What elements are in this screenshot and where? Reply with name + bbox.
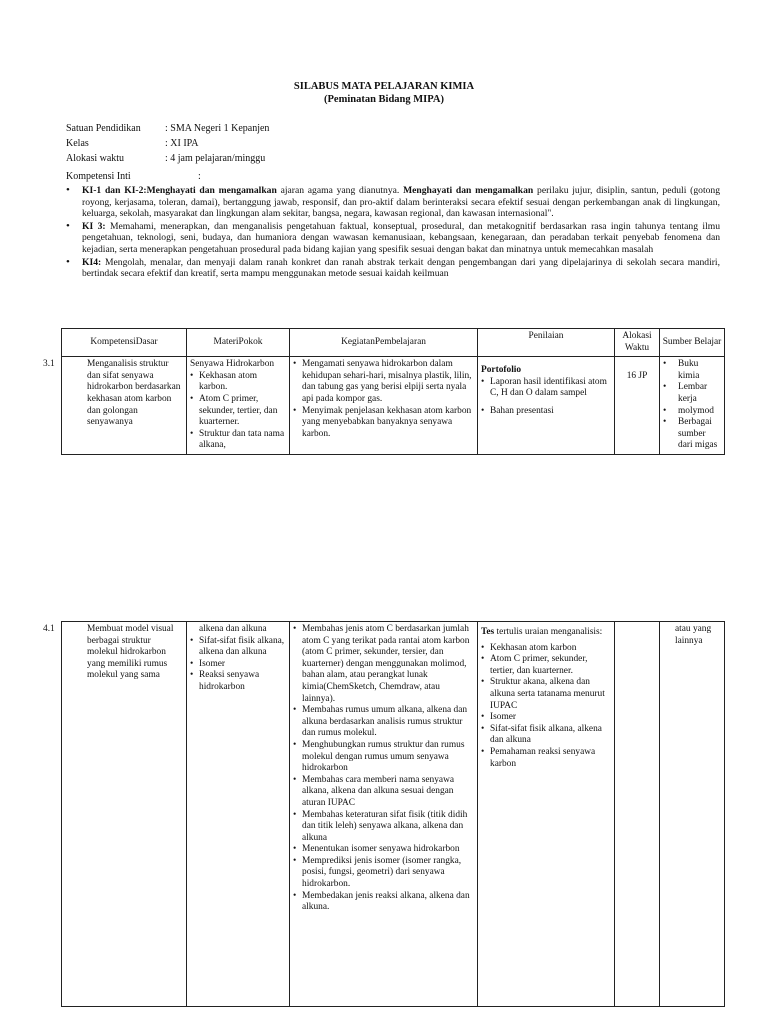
penilaian-heading: Portofolio — [481, 365, 522, 376]
cell-alokasi — [615, 357, 660, 455]
meta-value: : SMA Negeri 1 Kepanjen — [165, 123, 270, 134]
kd-number: 3.1 — [43, 359, 55, 370]
list-item: • Lembar kerja — [663, 382, 721, 405]
core-competence-list — [66, 185, 720, 281]
list-item: • Membahas keteraturan sifat fisik (titik didih dan titik leleh) senyawa alkana, alkena dan alkuna — [293, 810, 474, 845]
ki-text: ajaran agama yang dianutnya. — [276, 185, 404, 196]
header-sumber: Sumber Belajar — [660, 329, 725, 357]
cell-alokasi — [615, 622, 660, 1007]
kd-number: 4.1 — [43, 624, 55, 634]
list-item: • Membahas cara memberi nama senyawa alkana, alkena dan alkuna sesuai dengan aturan IUPAC — [293, 775, 474, 810]
meta-value: : XI IPA — [165, 138, 199, 149]
table-header-row — [62, 329, 725, 357]
header-alokasi: Alokasi Waktu — [615, 329, 660, 357]
cell-kd — [43, 622, 187, 1007]
meta-label: Satuan Pendidikan — [66, 123, 141, 134]
kd-text: Membuat model visual berbagai struktur molekul hidrokarbon yang memiliki rumus molekul yang sama — [87, 624, 174, 681]
list-item: • Berbagai sumber dari migas — [663, 417, 721, 452]
materi-list — [190, 371, 286, 452]
ki-item-4 — [66, 257, 720, 280]
list-item: • Membahas rumus umum alkana, alkena dan alkuna berdasarkan analisis rumus struktur dan rumus molekul. — [293, 705, 474, 740]
materi-list — [190, 636, 286, 694]
list-item: • Struktur akana, alkena dan alkuna serta tatanama menurut IUPAC — [481, 677, 611, 712]
sumber-list — [663, 359, 721, 452]
list-item: • Bahan presentasi — [481, 406, 611, 418]
list-item: • Struktur dan tata nama alkana, — [190, 429, 286, 452]
core-competence-heading — [66, 171, 201, 182]
list-item: • Kekhasan atom karbon — [481, 643, 611, 655]
penilaian-list — [481, 377, 611, 418]
meta-label: Alokasi waktu — [66, 153, 125, 164]
ki-text: Memahami, menerapkan, dan menganalisis pengetahuan faktual, konseptual, prosedural, dan metakognitif berdasarkan rasa ingin tahunya tentang ilmu pengetahuan, teknologi, seni, budaya, dan humaniora dengan wawasan kemanusiaan, kebangsaan, kenegaraan, dan peradaban terkait penyebab fenomena dan kejadian, serta menerapkan pengetahuan prosedural pada bidang kajian yang spesifik sesuai dengan bakat dan minatnya untuk memecahkan masalah — [82, 220, 720, 255]
cell-kegiatan — [290, 357, 478, 455]
kegiatan-list — [293, 359, 474, 440]
ki-bold: KI4: — [82, 256, 102, 268]
meta-row-school — [66, 121, 269, 136]
list-item: • molymod — [663, 406, 721, 418]
header-kompetensi-dasar: KompetensiDasar — [62, 329, 187, 357]
list-item: • Menentukan isomer senyawa hidrokarbon — [293, 844, 474, 856]
syllabus-table-part-1 — [43, 328, 725, 455]
list-item: • Reaksi senyawa hidrokarbon — [190, 670, 286, 693]
penilaian-bold: Tes — [481, 627, 495, 637]
table-row — [62, 622, 725, 1007]
document-title: SILABUS MATA PELAJARAN KIMIA — [293, 81, 475, 92]
list-item: • Kekhasan atom karbon. — [190, 371, 286, 394]
ki-bold: KI 3: — [82, 220, 106, 232]
ki-bold: KI-1 dan KI-2:Menghayati dan mengamalkan — [82, 185, 277, 196]
meta-value: : 4 jam pelajaran/minggu — [165, 153, 266, 164]
header-penilaian: Penilaian — [478, 329, 615, 357]
materi-intro: alkena dan alkuna — [199, 624, 267, 634]
ki-text: perilaku jujur, disiplin, santun, peduli (gotong royong, kerjasama, toleran, damai), bertanggung jawab, responsif, dan pro-aktif dalam berinteraksi secara efektif sesuai dengan perkembangan anak di lingkungan, keluarga, sekolah, masyarakat dan lingkungan alam sekitar, bangsa, negara, kawasan regional, dan kawasan internasional". — [82, 185, 721, 220]
cell-penilaian — [478, 357, 615, 455]
cell-penilaian — [478, 622, 615, 1007]
sumber-text: atau yang lainnya — [675, 624, 712, 646]
list-item: • Pemahaman reaksi senyawa karbon — [481, 747, 611, 770]
list-item: • Isomer — [190, 659, 286, 671]
ki-text: Mengolah, menalar, dan menyaji dalam ranah konkret dan ranah abstrak terkait dengan pengembangan dari yang dipelajarinya di sekolah secara mandiri, bertindak secara efektif dan kreatif, serta mampu menggunakan metode sesuai kaidah keilmuan — [82, 256, 720, 280]
cell-sumber — [660, 622, 725, 1007]
penilaian-heading-text: tertulis uraian menganalisis: — [494, 627, 603, 637]
penilaian-list — [481, 643, 611, 771]
ki-heading-text: Kompetensi Inti — [66, 171, 131, 182]
list-item: • Menghubungkan rumus struktur dan rumus molekul dengan rumus umum senyawa hidrokarbon — [293, 740, 474, 775]
header-materi-pokok: MateriPokok — [187, 329, 290, 357]
kd-text: Menganalisis struktur dan sifat senyawa hidrokarbon berdasarkan kekhasan atom karbon dan golongan senyawanya — [87, 359, 181, 428]
list-item: • Isomer — [481, 712, 611, 724]
list-item: • Sifat-sifat fisik alkana, alkena dan alkuna — [481, 724, 611, 747]
meta-row-time — [66, 151, 269, 166]
list-item: • Atom C primer, sekunder, tertier, dan kuarterner. — [190, 394, 286, 429]
table-row — [62, 357, 725, 455]
syllabus-table-part-2 — [43, 621, 725, 1007]
document-subtitle: (Peminatan Bidang MIPA) — [324, 94, 444, 105]
cell-materi — [187, 622, 290, 1007]
list-item: • Atom C primer, sekunder, tertier, dan kuarterner. — [481, 654, 611, 677]
cell-kd — [43, 357, 187, 455]
ki-item-3 — [66, 221, 720, 256]
list-item: • Buku kimia — [663, 359, 721, 382]
cell-sumber — [660, 357, 725, 455]
meta-label: Kelas — [66, 138, 89, 149]
meta-row-class — [66, 136, 269, 151]
list-item: • Membahas jenis atom C berdasarkan jumlah atom C yang terikat pada rantai atom karbon (atom C primer, sekunder, tersier, dan kuarterner) dengan menggunakan molimod, bahan alam, atau perangkat lunak kimia(ChemSketch, Chemdraw, atau lainnya). — [293, 624, 474, 705]
ki-item-1-2 — [66, 185, 720, 220]
alokasi-value: 16 JP — [626, 371, 648, 382]
list-item: • Memprediksi jenis isomer (isomer rangka, posisi, fungsi, geometri) dari senyawa hidrokarbon. — [293, 856, 474, 891]
list-item: • Menyimak penjelasan kekhasan atom karbon yang menyebabkan banyaknya senyawa karbon. — [293, 406, 474, 441]
list-item: • Membedakan jenis reaksi alkana, alkena dan alkuna. — [293, 891, 474, 914]
list-item: • Laporan hasil identifikasi atom C, H dan O dalam sampel — [481, 377, 611, 400]
cell-materi — [187, 357, 290, 455]
materi-intro: Senyawa Hidrokarbon — [190, 359, 275, 370]
identity-block — [66, 121, 269, 166]
cell-kegiatan — [290, 622, 478, 1007]
list-item: • Mengamati senyawa hidrokarbon dalam kehidupan sehari-hari, misalnya plastik, lilin, dan tabung gas yang berisi elpiji serta nyala api pada kompor gas. — [293, 359, 474, 405]
header-kegiatan: KegiatanPembelajaran — [290, 329, 478, 357]
penilaian-heading — [481, 627, 611, 639]
list-item: • Sifat-sifat fisik alkana, alkena dan alkuna — [190, 636, 286, 659]
kegiatan-list — [293, 624, 474, 914]
ki-bold: Menghayati dan mengamalkan — [403, 185, 534, 196]
ki-heading-colon: : — [198, 171, 201, 182]
